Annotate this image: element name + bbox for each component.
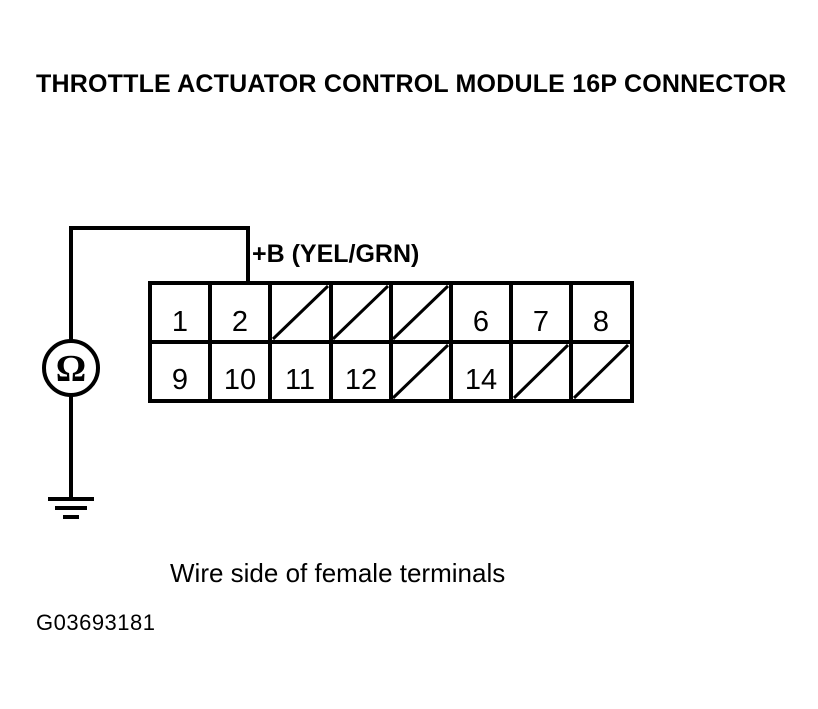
terminal-number: 7 bbox=[532, 306, 550, 338]
figure-code: G03693181 bbox=[36, 610, 156, 635]
figure-caption: Wire side of female terminals bbox=[170, 558, 506, 588]
terminal-number: 6 bbox=[472, 306, 490, 338]
ground-symbol bbox=[48, 395, 94, 517]
signal-label: +B (YEL/GRN) bbox=[252, 240, 420, 268]
terminal-number: 2 bbox=[231, 306, 249, 338]
terminal-number: 8 bbox=[592, 306, 610, 338]
terminal-number: 10 bbox=[223, 364, 257, 396]
ohm-glyph: Ω bbox=[55, 348, 87, 390]
terminal-number: 14 bbox=[464, 364, 498, 396]
terminal-number: 9 bbox=[171, 364, 189, 396]
terminal-number: 12 bbox=[344, 364, 378, 396]
page-title: THROTTLE ACTUATOR CONTROL MODULE 16P CONNECTOR bbox=[36, 70, 787, 98]
ohmmeter-symbol bbox=[44, 341, 98, 395]
terminal-number: 1 bbox=[171, 306, 189, 338]
connector-body bbox=[150, 283, 632, 401]
terminal-number: 11 bbox=[284, 364, 316, 396]
